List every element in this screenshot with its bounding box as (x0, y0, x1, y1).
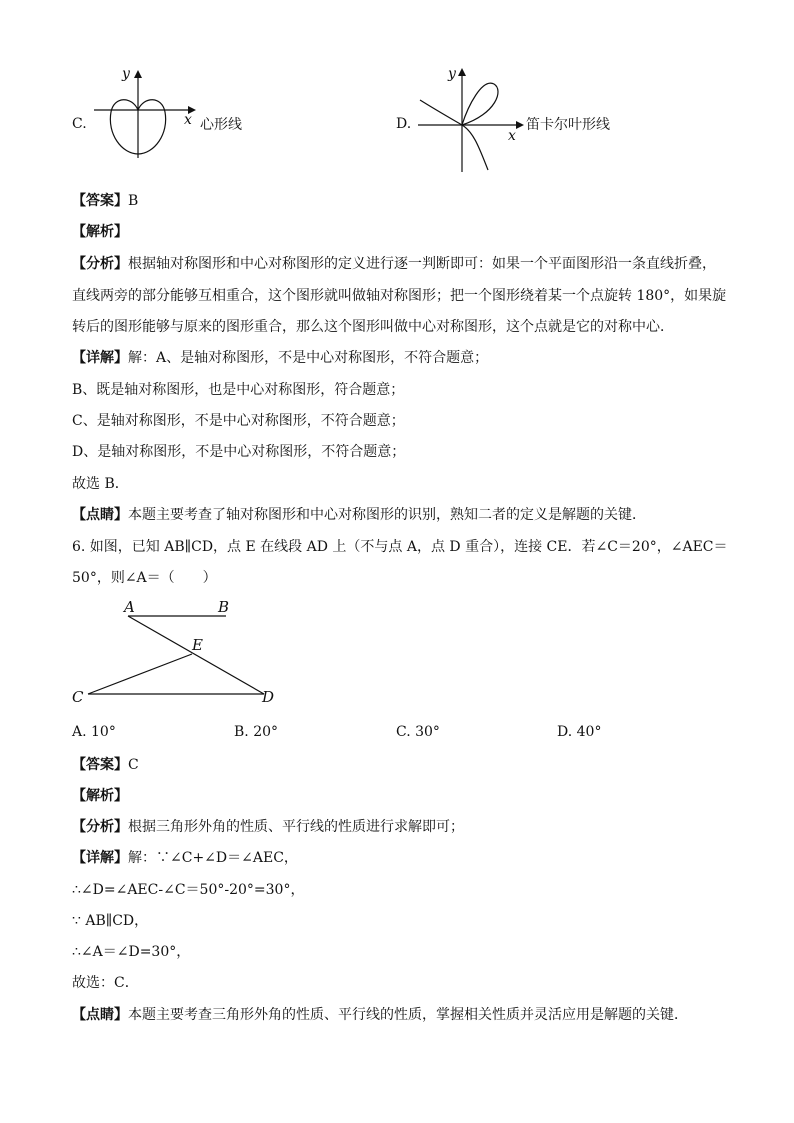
q6-dianjing-tag: 【点睛】 (72, 1007, 128, 1023)
q5-fenxi-tag: 【分析】 (72, 256, 128, 272)
q6-answer-line (72, 755, 139, 775)
folium-y-arrow (458, 68, 466, 76)
option-d-curve-name: 笛卡尔叶形线 (526, 117, 610, 133)
cardioid-y-label: y (122, 66, 130, 82)
q6-analysis-tag: 【解析】 (72, 788, 128, 804)
point-c-label: C (72, 688, 84, 706)
q5-fenxi-text-1: 根据轴对称图形和中心对称图形的定义进行逐一判断即可：如果一个平面图形沿一条直线折叠， (128, 256, 716, 272)
q6-xiangjie-tag: 【详解】 (72, 850, 128, 866)
q6-option-b: B. 20° (234, 724, 279, 740)
q5-xiangjie-line-a (72, 348, 488, 368)
q6-stem-line-2: 50°，则∠A＝（ ） (72, 570, 217, 586)
folium-branch-lower (462, 125, 488, 170)
point-b-label: B (218, 598, 230, 616)
q5-answer-value: B (128, 193, 139, 209)
q5-dianjing-text: 本题主要考查了轴对称图形和中心对称图形的识别，熟知二者的定义是解题的关键． (128, 507, 646, 523)
q6-step-1-line (72, 848, 298, 868)
cardioid-graph (92, 68, 212, 168)
point-a-label: A (124, 598, 135, 616)
point-e-label: E (192, 636, 203, 654)
q6-choice: 故选：C． (72, 975, 139, 991)
q6-option-d: D. 40° (557, 724, 602, 740)
q6-step-3: ∵ AB∥CD， (72, 913, 149, 929)
q5-xiangjie-a: 解：A、是轴对称图形，不是中心对称图形，不符合题意； (128, 350, 489, 366)
q5-answer-line (72, 191, 138, 211)
q5-xiangjie-line-c: C、是轴对称图形，不是中心对称图形，不符合题意； (72, 413, 405, 429)
q5-xiangjie-tag: 【详解】 (72, 350, 128, 366)
q6-dianjing-text: 本题主要考查三角形外角的性质、平行线的性质，掌握相关性质并灵活应用是解题的关键． (128, 1007, 688, 1023)
q5-dianjing-line (72, 505, 646, 525)
q5-analysis-tag: 【解析】 (72, 224, 128, 240)
cardioid-y-arrow (134, 70, 142, 78)
q5-xiangjie-line-d: D、是轴对称图形，不是中心对称图形，不符合题意； (72, 444, 406, 460)
q5-answer-tag: 【答案】 (72, 193, 128, 209)
q6-step-2: ∴∠D=∠AEC-∠C＝50°-20°=30°， (72, 882, 305, 898)
q5-fenxi-line-2: 直线两旁的部分能够互相重合，这个图形就叫做轴对称图形；把一个图形绕着某一个点旋转 180°，如果旋 (72, 288, 727, 304)
q5-xiangjie-line-b: B、既是轴对称图形，也是中心对称图形，符合题意； (72, 382, 405, 398)
q6-geometry-figure (70, 596, 290, 706)
q6-option-c: C. 30° (396, 724, 440, 740)
segment-ad (128, 616, 264, 694)
option-d-label: D. (396, 116, 412, 132)
q6-stem-line-1: 6. 如图，已知 AB∥CD，点 E 在线段 AD 上（不与点 A，点 D 重合），连接 CE．若∠C＝20°，∠AEC＝ (72, 539, 728, 555)
q6-fenxi-line (72, 817, 464, 837)
folium-x-label: x (508, 128, 516, 144)
q5-fenxi-line-1 (72, 254, 716, 274)
q5-dianjing-tag: 【点睛】 (72, 507, 128, 523)
segment-ce (88, 654, 192, 694)
folium-x-arrow (516, 121, 524, 129)
cardioid-x-label: x (184, 112, 192, 128)
folium-y-label: y (448, 66, 456, 82)
option-c-curve-name: 心形线 (200, 117, 242, 133)
q5-choice: 故选 B． (72, 476, 129, 492)
q6-option-a: A. 10° (72, 724, 116, 740)
q6-answer-tag: 【答案】 (72, 757, 128, 773)
folium-loop (462, 83, 498, 125)
q6-step-4: ∴∠A＝∠D=30°， (72, 944, 191, 960)
point-d-label: D (262, 688, 275, 706)
option-c-label: C. (72, 116, 87, 132)
folium-branch-left (420, 100, 462, 125)
q6-step-1: 解：∵∠C+∠D＝∠AEC， (128, 850, 298, 866)
q6-answer-value: C (128, 757, 139, 773)
q6-fenxi-tag: 【分析】 (72, 819, 128, 835)
q6-dianjing-line (72, 1005, 688, 1025)
q5-fenxi-line-3: 转后的图形能够与原来的图形重合，那么这个图形叫做中心对称图形，这个点就是它的对称中心． (72, 319, 674, 335)
q6-fenxi-text: 根据三角形外角的性质、平行线的性质进行求解即可； (128, 819, 464, 835)
